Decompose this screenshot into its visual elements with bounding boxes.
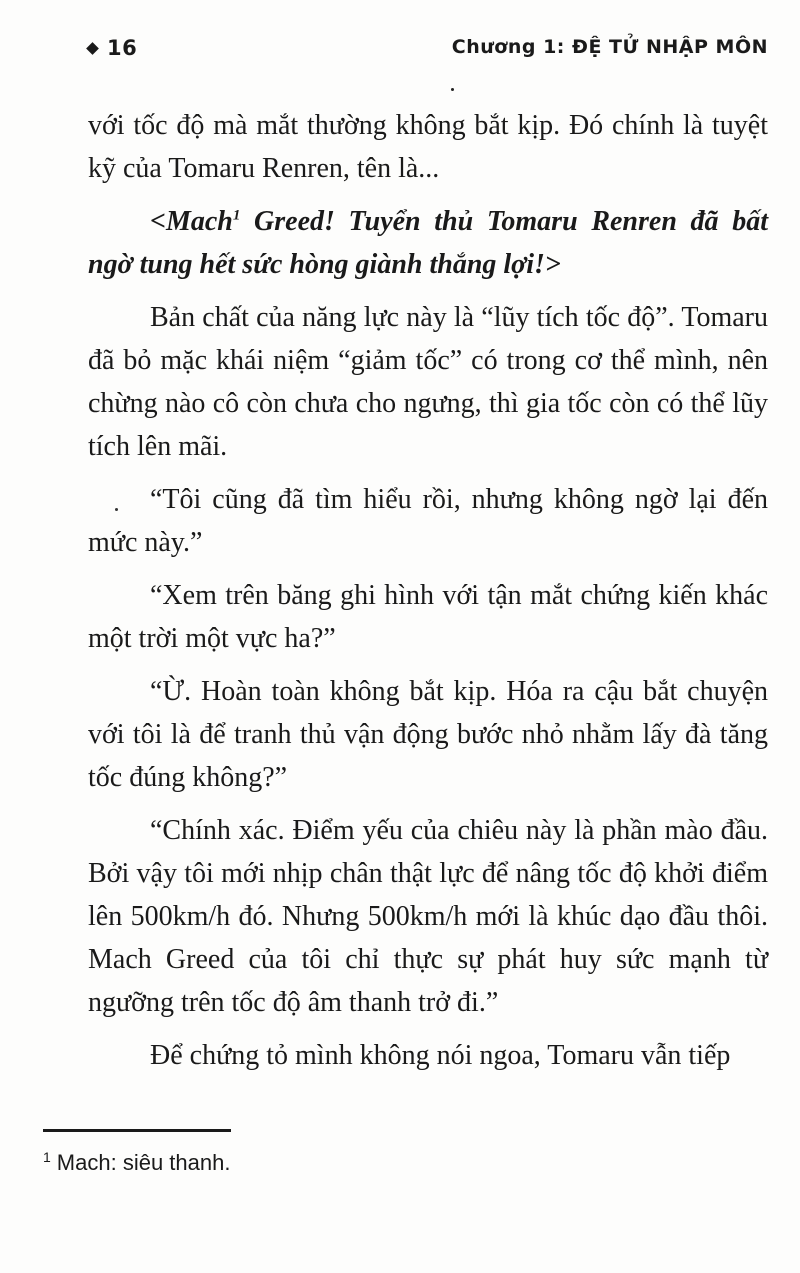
announcer-text-rest: Greed! Tuyển thủ Tomaru Renren đã bất ngờ tung hết sức hòng giành thắng lợi!>	[88, 206, 768, 280]
page-header	[88, 30, 768, 70]
body-text	[88, 104, 768, 1087]
announcer-paragraph	[88, 200, 768, 286]
footnote-text: Mach: siêu thanh.	[56, 1150, 231, 1175]
page-number	[88, 36, 137, 60]
footnote	[43, 1148, 230, 1178]
footnote-divider	[43, 1129, 231, 1132]
footnote-reference: 1	[232, 207, 241, 224]
paragraph: “Chính xác. Điểm yếu của chiêu này là phần mào đầu. Bởi vậy tôi mới nhịp chân thật lực để nâng tốc độ khởi điểm lên 500km/h đó. Nhưng 500km/h mới là khúc dạo đầu thôi. Mach Greed của tôi chỉ thực sự phát huy sức mạnh từ ngưỡng trên tốc độ âm thanh trở đi.”	[88, 815, 768, 1018]
paragraph: Bản chất của năng lực này là “lũy tích tốc độ”. Tomaru đã bỏ mặc khái niệm “giảm tốc” có trong cơ thể mình, nên chừng nào cô còn chưa cho ngưng, thì gia tốc còn có thể lũy tích lên mãi.	[88, 302, 768, 462]
paragraph: Để chứng tỏ mình không nói ngoa, Tomaru vẫn tiếp	[150, 1040, 731, 1071]
ink-speck	[115, 508, 118, 511]
paragraph: “Ừ. Hoàn toàn không bắt kịp. Hóa ra cậu bắt chuyện với tôi là để tranh thủ vận động bước nhỏ nhằm lấy đà tăng tốc đúng không?”	[88, 676, 768, 793]
paragraph: với tốc độ mà mắt thường không bắt kịp. Đó chính là tuyệt kỹ của Tomaru Renren, tên là...	[88, 110, 768, 184]
paragraph: “Xem trên băng ghi hình với tận mắt chứng kiến khác một trời một vực ha?”	[88, 580, 768, 654]
footnote-mark: 1	[43, 1148, 51, 1165]
page-number-text: 16	[107, 36, 138, 60]
announcer-text-start: <Mach	[150, 206, 233, 237]
chapter-title: Chương 1: ĐỆ TỬ NHẬP MÔN	[451, 36, 768, 58]
ink-speck	[451, 88, 454, 91]
paragraph: “Tôi cũng đã tìm hiểu rồi, nhưng không ngờ lại đến mức này.”	[88, 484, 768, 558]
diamond-bullet-icon	[86, 42, 99, 55]
